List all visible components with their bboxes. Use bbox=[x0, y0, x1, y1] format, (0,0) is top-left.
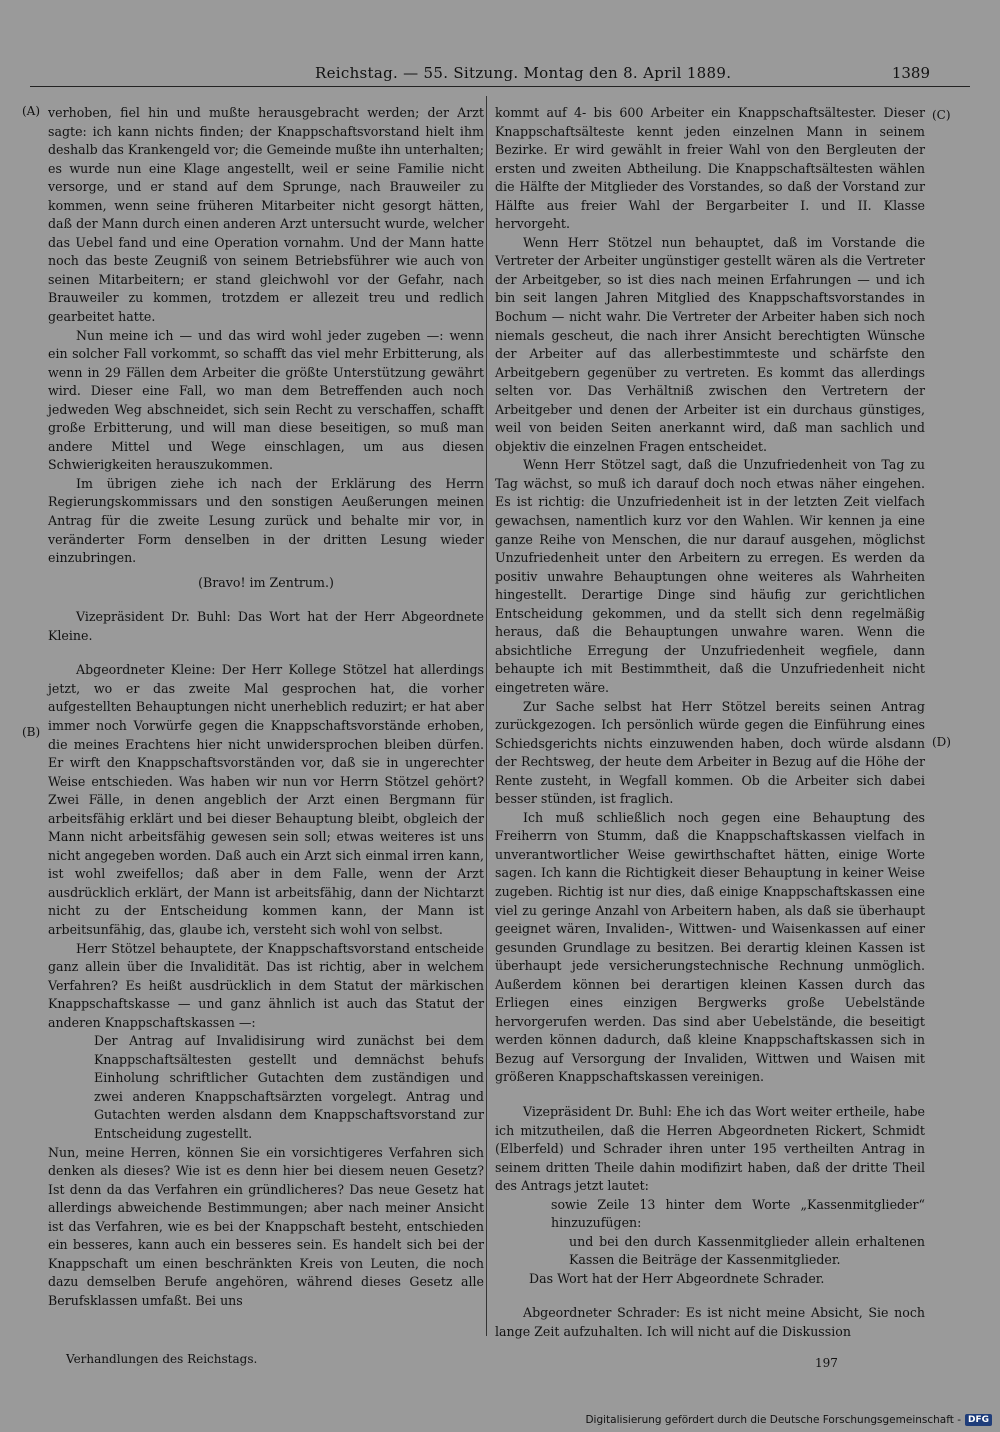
paragraph: Ich muß schließlich noch gegen eine Behauptung des Freiherrn von Stumm, daß die Knappschaftskassen vielfach in unverantwortlicher Weise gewirthschaftet hätten, einige Worte sagen. Ich kann die Richtigkeit dieser Behauptung in keiner Weise zugeben. Richtig ist nur dies, daß einige Knappschaftskassen eine viel zu geringe Anzahl von Arbeitern haben, als daß sie überhaupt geeignet wären, Invaliden-, Wittwen- und Waisenkassen auf einer gesunden Grundlage zu besitzen. Bei derartig kleinen Kassen ist überhaupt jede versicherungstechnische Rechnung unmöglich. Außerdem können bei derartigen kleinen Kassen durch das Erliegen eines einzigen Bergwerks große Uebelstände hervorgerufen werden. Das sind aber Uebelstände, die beseitigt werden können dadurch, daß kleine Knappschaftskassen sich in Bezug auf Versorgung der Invaliden, Wittwen und Waisen mit größeren Knappschaftskassen vereinigen. bbox=[495, 809, 925, 1085]
speaker-paragraph: Vizepräsident Dr. Buhl: Das Wort hat der Herr Abgeordnete Kleine. bbox=[48, 609, 484, 643]
applause-note: (Bravo! im Zentrum.) bbox=[198, 574, 334, 590]
page-number: 1389 bbox=[891, 64, 930, 82]
margin-marker-b: (B) bbox=[22, 725, 41, 739]
dfg-logo: DFG bbox=[965, 1414, 992, 1426]
amendment-text: sowie Zeile 13 hinter dem Worte „Kassenmitglieder“ hinzuzufügen: bbox=[551, 1196, 925, 1231]
paragraph: Herr Stötzel behauptete, der Knappschaftsvorstand entscheide ganz allein über die Invalidität. Das ist richtig, aber in welchem Verfahren? Es heißt ausdrücklich in dem Statut der märkischen Knappschaftskasse — und ganz ähnlich ist auch das Statut der anderen Knappschaftskassen —: bbox=[48, 940, 484, 1030]
paragraph: kommt auf 4- bis 600 Arbeiter ein Knappschaftsältester. Dieser Knappschaftsälteste kennt jeden einzelnen Mann in seinem Bezirke. Er wird gewählt in freier Wahl von den Bergleuten der ersten und zweiten Abtheilung. Die Knappschaftsältesten wählen die Hälfte der Mitglieder des Vorstandes, so daß der Vorstand zur Hälfte aus freier Wahl der Bergarbeiter I. und II. Klasse hervorgeht. bbox=[495, 105, 925, 232]
digitization-credit bbox=[585, 1414, 992, 1426]
paragraph: Wenn Herr Stötzel sagt, daß die Unzufriedenheit von Tag zu Tag wächst, so muß ich darauf doch noch etwas näher eingehen. Es ist richtig: die Unzufriedenheit ist in der letzten Zeit vielfach gewachsen, namentlich kurz vor den Wahlen. Wir kennen ja eine ganze Reihe von Menschen, die nur darauf ausgehen, möglichst Unzufriedenheit unter den Arbeitern zu erregen. Es werden da positiv unwahre Behauptungen ohne weiteres als Wahrheiten hingestellt. Derartige Dinge sind häufig zur gerichtlichen Entscheidung gekommen, und da stellt sich denn regelmäßig heraus, daß die Behauptungen unwahre waren. Wenn die absichtliche Erregung der Unzufriedenheit wegfiele, dann behaupte ich mit Bestimmtheit, daß die Unzufriedenheit nicht eingetreten wäre. bbox=[495, 457, 925, 695]
paragraph: Zur Sache selbst hat Herr Stötzel bereits seinen Antrag zurückgezogen. Ich persönlich würde gegen die Einführung eines Schiedsgerichts nichts einzuwenden haben, doch würde alsdann der Rechtsweg, der heute dem Arbeiter in Bezug auf die Höhe der Rente zusteht, in Wegfall kommen. Ob die Arbeiter sich dabei besser stünden, ist fraglich. bbox=[495, 698, 925, 807]
speaker-paragraph: Abgeordneter Kleine: Der Herr Kollege Stötzel hat allerdings jetzt, wo er das zweite Mal gesprochen hat, die vorher aufgestellten Behauptungen nicht unerheblich reduzirt; er hat aber immer noch Vorwürfe gegen die Knappschaftsvorstände erhoben, die meines Erachtens hier nicht unwidersprochen bleiben dürfen. Er wirft den Knappschaftsvorständen vor, daß sie in ungerechter Weise entschieden. Was haben wir nun vor Herrn Stötzel gehört? Zwei Fälle, in denen angeblich der Arzt einen Bergmann für arbeitsfähig erklärt und bei dieser Behauptung bleibt, obgleich der Mann nicht arbeitsfähig gewesen sein soll; etwas weiteres ist uns nicht angegeben worden. Daß auch ein Arzt sich einmal irren kann, ist wohl zweifellos; daß aber in dem Falle, wenn der Arzt ausdrücklich erklärt, der Mann ist arbeitsfähig, dann der Nichtarzt nicht zu der Entscheidung kommen kann, der Mann ist arbeitsunfähig, das, glaube ich, versteht sich wohl von selbst. bbox=[48, 662, 484, 937]
header-rule bbox=[30, 86, 970, 87]
margin-marker-d: (D) bbox=[932, 735, 951, 749]
column-divider bbox=[486, 96, 487, 1336]
paragraph: Das Wort hat der Herr Abgeordnete Schrader. bbox=[529, 1270, 825, 1286]
speaker-paragraph: Abgeordneter Schrader: Es ist nicht meine Absicht, Sie noch lange Zeit aufzuhalten. Ich will nicht auf die Diskussion bbox=[495, 1305, 925, 1339]
quoted-statute: Der Antrag auf Invalidisirung wird zunächst bei dem Knappschaftsältesten gestellt und demnächst behufs Einholung schriftlicher Gutachten dem zuständigen und zwei anderen Knappschaftsärzten vorgelegt. Antrag und Gutachten werden alsdann dem Knappschaftsvorstand zur Entscheidung zugestellt. bbox=[94, 1033, 484, 1141]
footer-publication: Verhandlungen des Reichstags. bbox=[66, 1352, 258, 1366]
left-column bbox=[48, 104, 484, 1310]
paragraph: verhoben, fiel hin und mußte herausgebracht werden; der Arzt sagte: ich kann nichts finden; der Knappschaftsvorstand hielt ihm deshalb das Krankengeld vor; die Gemeinde mußte ihn unterhalten; es wurde nun eine Klage angestellt, weil er seine Familie nicht versorge, und er stand auf dem Sprunge, nach Brauweiler zu kommen, wenn seine früheren Mitarbeiter nicht gesorgt hätten, daß der Mann durch einen anderen Arzt untersucht wurde, welcher das Uebel fand und eine Operation vornahm. Und der Mann hatte noch das beste Zeugniß von seinem Betriebsführer wie auch von seinen Mitarbeitern; er stand gleichwohl vor der Gefahr, nach Brauweiler zu kommen, trotzdem er allezeit treu und redlich gearbeitet hatte. bbox=[48, 105, 484, 325]
credit-text: Digitalisierung gefördert durch die Deutsche Forschungsgemeinschaft - bbox=[585, 1414, 961, 1426]
right-column bbox=[495, 104, 925, 1342]
page-header bbox=[30, 62, 970, 86]
margin-marker-c: (C) bbox=[932, 108, 951, 122]
amendment-insert: und bei den durch Kassenmitglieder allein erhaltenen Kassen die Beiträge der Kassenmitglieder. bbox=[569, 1233, 925, 1268]
paragraph: Wenn Herr Stötzel nun behauptet, daß im Vorstande die Vertreter der Arbeiter ungünstiger gestellt wären als die Vertreter der Arbeitgeber, so ist dies nach meinen Erfahrungen — und ich bin seit langen Jahren Mitglied des Knappschaftsvorstandes in Bochum — nicht wahr. Die Vertreter der Arbeiter haben sich noch niemals gescheut, die nach ihrer Ansicht berechtigten Wünsche der Arbeiter auf das allerbestimmteste und schärfste den Arbeitgebern gegenüber zu vertreten. Es kommt das allerdings selten vor. Das Verhältniß zwischen den Vertretern der Arbeitgeber und denen der Arbeiter ist ein durchaus günstiges, weil von beiden Seiten anerkannt wird, daß man sachlich und objektiv die einzelnen Fragen entscheidet. bbox=[495, 234, 925, 454]
paragraph: Nun, meine Herren, können Sie ein vorsichtigeres Verfahren sich denken als dieses? Wie ist es denn hier bei diesem neuen Gesetz? Ist denn da das Verfahren ein gründlicheres? Das neue Gesetz hat allerdings abweichende Bestimmungen; aber nach meiner Ansicht ist das Verfahren, wie es bei der Knappschaft besteht, entschieden ein besseres, kann auch ein besseres sein. Es handelt sich bei der Knappschaft um einen beschränkten Kreis von Leuten, die noch dazu demselben Berufe angehören, während dieses Gesetz alle Berufsklassen umfaßt. Bei uns bbox=[48, 1144, 484, 1308]
paragraph: Nun meine ich — und das wird wohl jeder zugeben —: wenn ein solcher Fall vorkommt, so schafft das viel mehr Erbitterung, als wenn in 29 Fällen dem Arbeiter die größte Unterstützung gewährt wird. Dieser eine Fall, wo man dem Betreffenden auch noch jedweden Weg abschneidet, sich sein Recht zu verschaffen, schafft große Erbitterung, und will man diese beseitigen, so muß man andere Mittel und Wege einschlagen, um aus diesen Schwierigkeiten herauszukommen. bbox=[48, 327, 484, 473]
sheet-number: 197 bbox=[815, 1356, 838, 1370]
speaker-paragraph: Vizepräsident Dr. Buhl: Ehe ich das Wort weiter ertheile, habe ich mitzutheilen, daß die Herren Abgeordneten Rickert, Schmidt (Elberfeld) und Schrader ihren unter 195 vertheilten Antrag in seinem dritten Theile dahin modifizirt haben, daß der dritte Theil des Antrags jetzt lautet: bbox=[495, 1103, 925, 1194]
paragraph: Im übrigen ziehe ich nach der Erklärung des Herrn Regierungskommissars und den sonstigen Aeußerungen meinen Antrag für die zweite Lesung zurück und behalte mir vor, in veränderter Form denselben in der dritten Lesung wieder einzubringen. bbox=[48, 475, 484, 566]
margin-marker-a: (A) bbox=[22, 104, 41, 118]
header-title: Reichstag. — 55. Sitzung. Montag den 8. April 1889. bbox=[315, 64, 732, 82]
